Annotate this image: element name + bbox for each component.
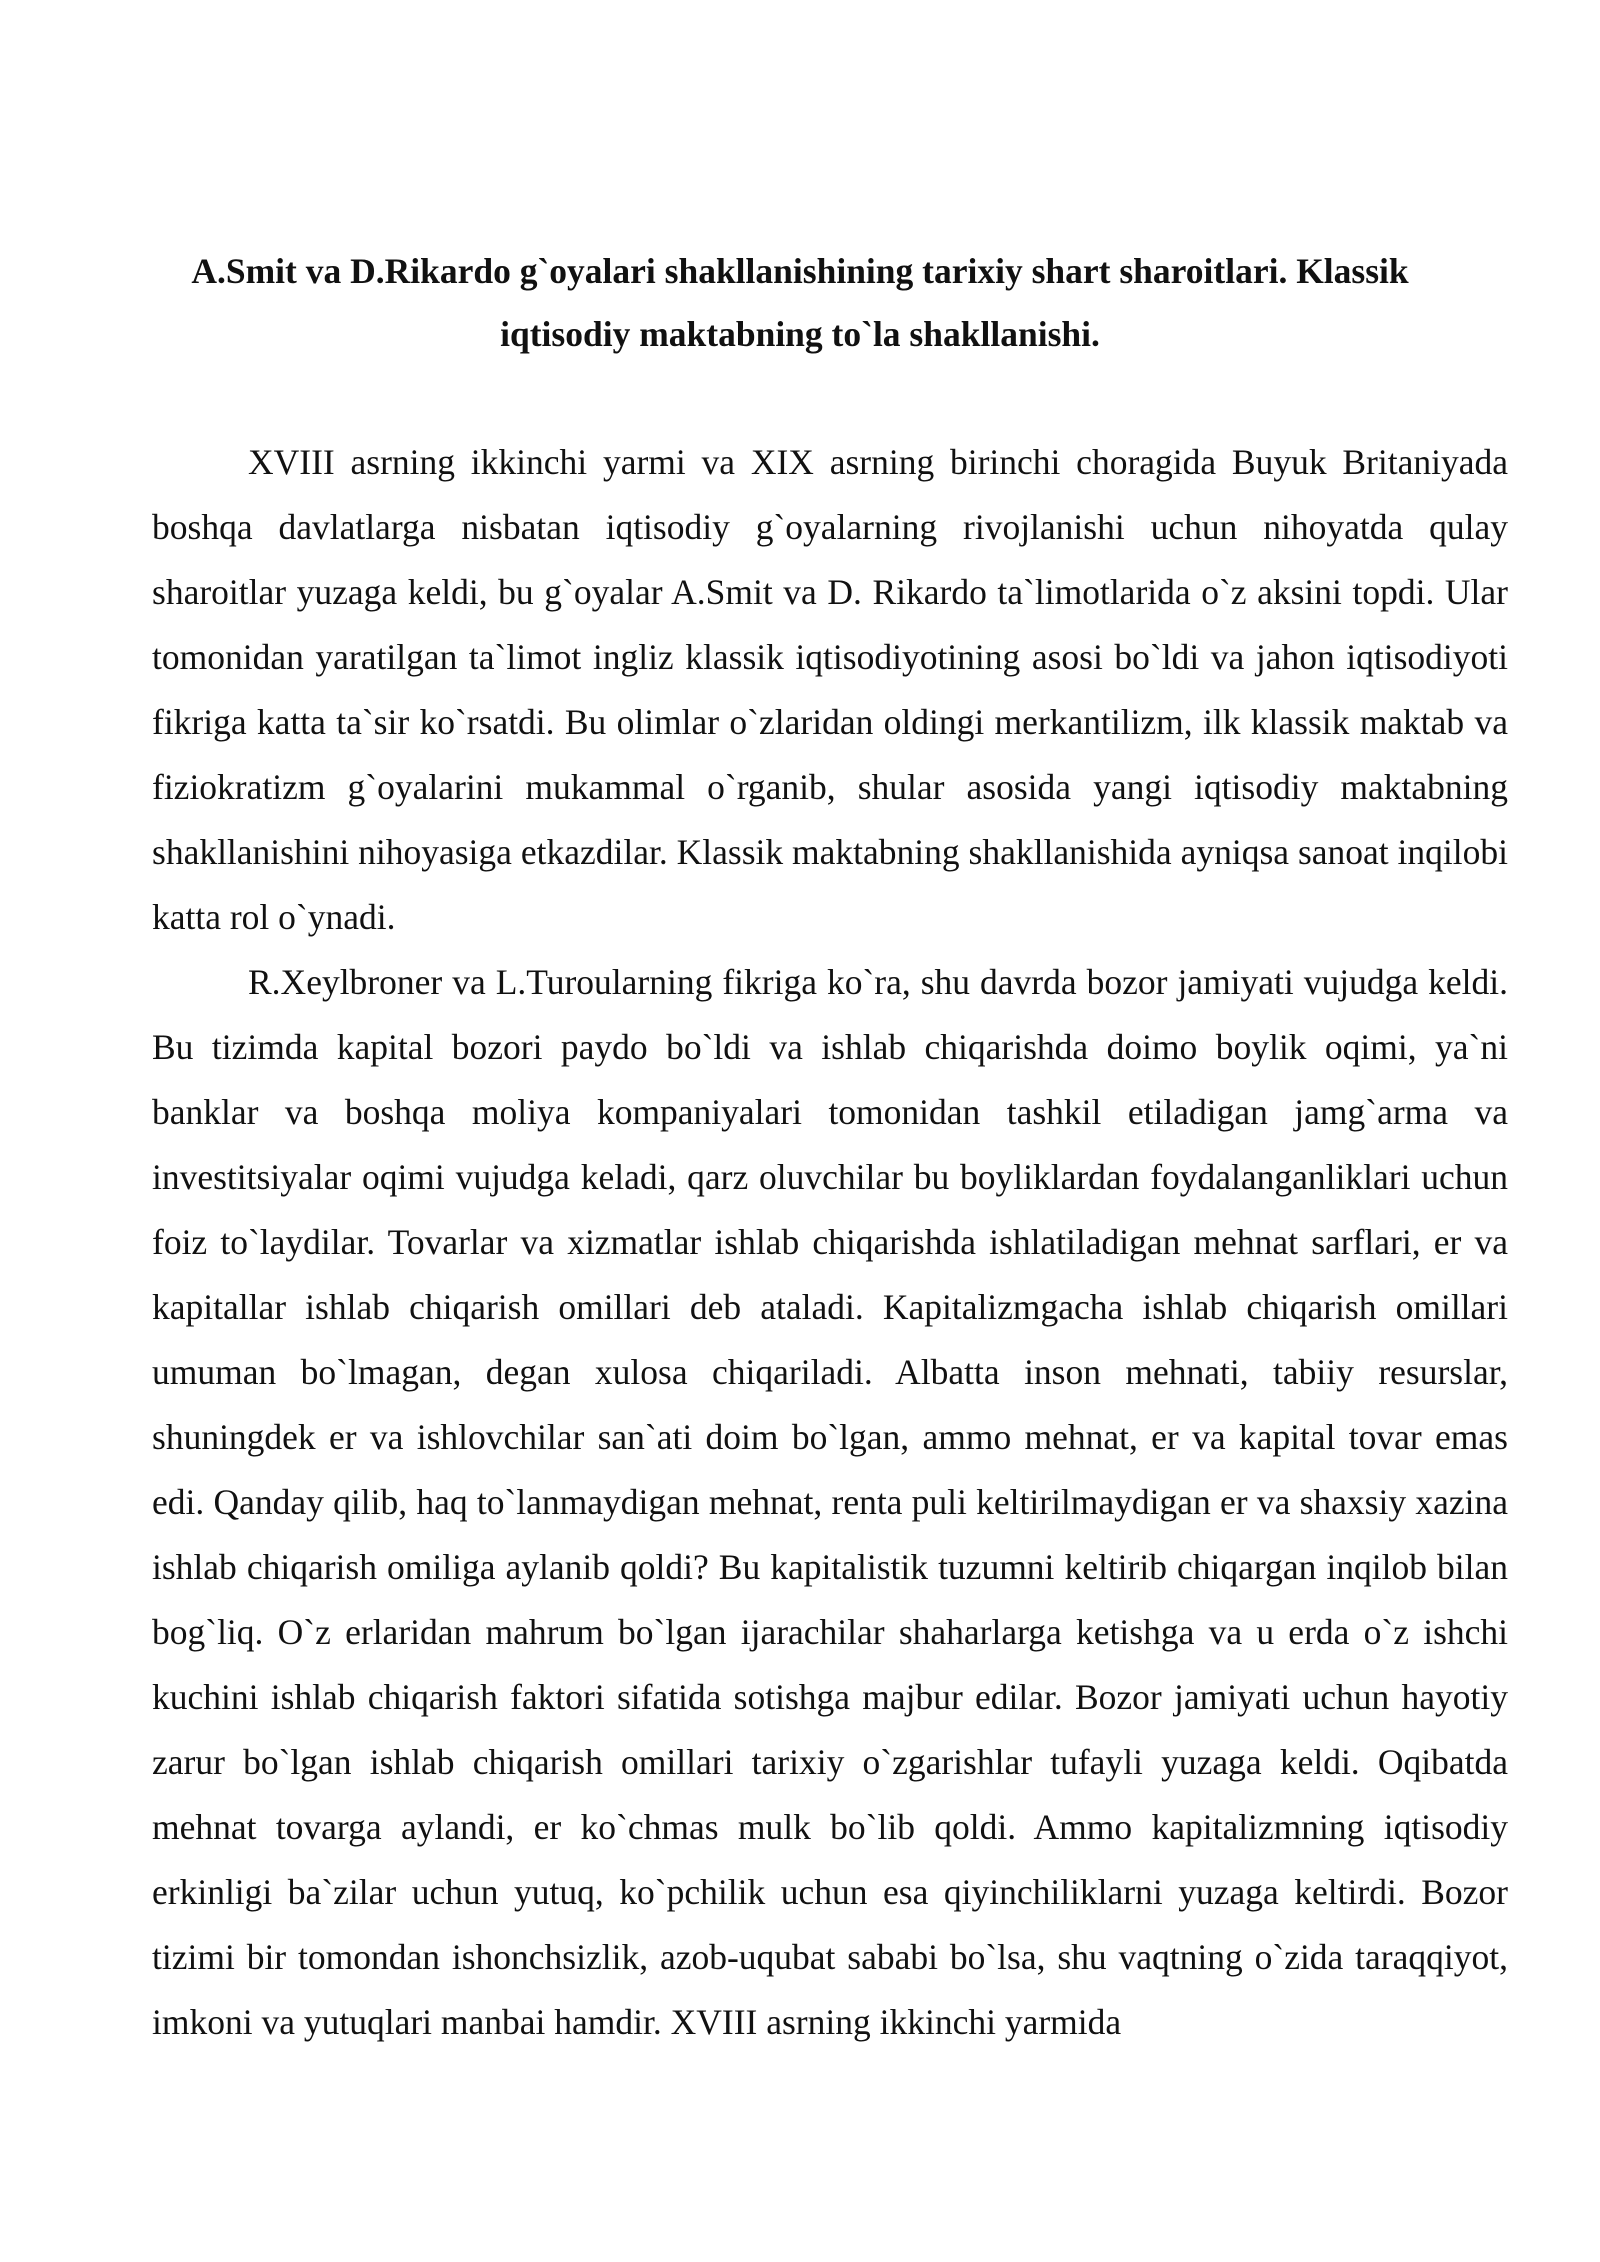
document-body bbox=[152, 430, 1508, 2055]
paragraph-2: R.Xeylbroner va L.Turoularning fikriga ko`ra, shu davrda bozor jamiyati vujudga keldi. Bu tizimda kapital bozori paydo bo`ldi va ishlab chiqarishda doimo boylik oqimi, ya`ni banklar va boshqa moliya kompaniyalari tomonidan tashkil etiladigan jamg`arma va investitsiyalar oqimi vujudga keladi, qarz oluvchilar bu boyliklardan foydalanganliklari uchun foiz to`laydilar. Tovarlar va xizmatlar ishlab chiqarishda ishlatiladigan mehnat sarflari, er va kapitallar ishlab chiqarish omillari deb ataladi. Kapitalizmgacha ishlab chiqarish omillari umuman bo`lmagan, degan xulosa chiqariladi. Albatta inson mehnati, tabiiy resurslar, shuningdek er va ishlovchilar san`ati doim bo`lgan, ammo mehnat, er va kapital tovar emas edi. Qanday qilib, haq to`lanmaydigan mehnat, renta puli keltirilmaydigan er va shaxsiy xazina ishlab chiqarish omiliga aylanib qoldi? Bu kapitalistik tuzumni keltirib chiqargan inqilob bilan bog`liq. O`z erlaridan mahrum bo`lgan ijarachilar shaharlarga ketishga va u erda o`z ishchi kuchini ishlab chiqarish faktori sifatida sotishga majbur edilar. Bozor jamiyati uchun hayotiy zarur bo`lgan ishlab chiqarish omillari tarixiy o`zgarishlar tufayli yuzaga keldi. Oqibatda mehnat tovarga aylandi, er ko`chmas mulk bo`lib qoldi. Ammo kapitalizmning iqtisodiy erkinligi ba`zilar uchun yutuq, ko`pchilik uchun esa qiyinchiliklarni yuzaga keltirdi. Bozor tizimi bir tomondan ishonchsizlik, azob-uqubat sababi bo`lsa, shu vaqtning o`zida taraqqiyot, imkoni va yutuqlari manbai hamdir. XVIII asrning ikkinchi yarmida bbox=[152, 962, 1508, 2042]
paragraph-1: XVIII asrning ikkinchi yarmi va XIX asrning birinchi choragida Buyuk Britaniyada boshqa davlatlarga nisbatan iqtisodiy g`oyalarning rivojlanishi uchun nihoyatda qulay sharoitlar yuzaga keldi, bu g`oyalar A.Smit va D. Rikardo ta`limotlarida o`z aksini topdi. Ular tomonidan yaratilgan ta`limot ingliz klassik iqtisodiyotining asosi bo`ldi va jahon iqtisodiyoti fikriga katta ta`sir ko`rsatdi. Bu olimlar o`zlaridan oldingi merkantilizm, ilk klassik maktab va fiziokratizm g`oyalarini mukammal o`rganib, shular asosida yangi iqtisodiy maktabning shakllanishini nihoyasiga etkazdilar. Klassik maktabning shakllanishida ayniqsa sanoat inqilobi katta rol o`ynadi. bbox=[152, 442, 1508, 937]
document-title: A.Smit va D.Rikardo g`oyalari shakllanishining tarixiy shart sharoitlari. Klassik iqtisodiy maktabning to`la shakllanishi. bbox=[191, 251, 1409, 354]
